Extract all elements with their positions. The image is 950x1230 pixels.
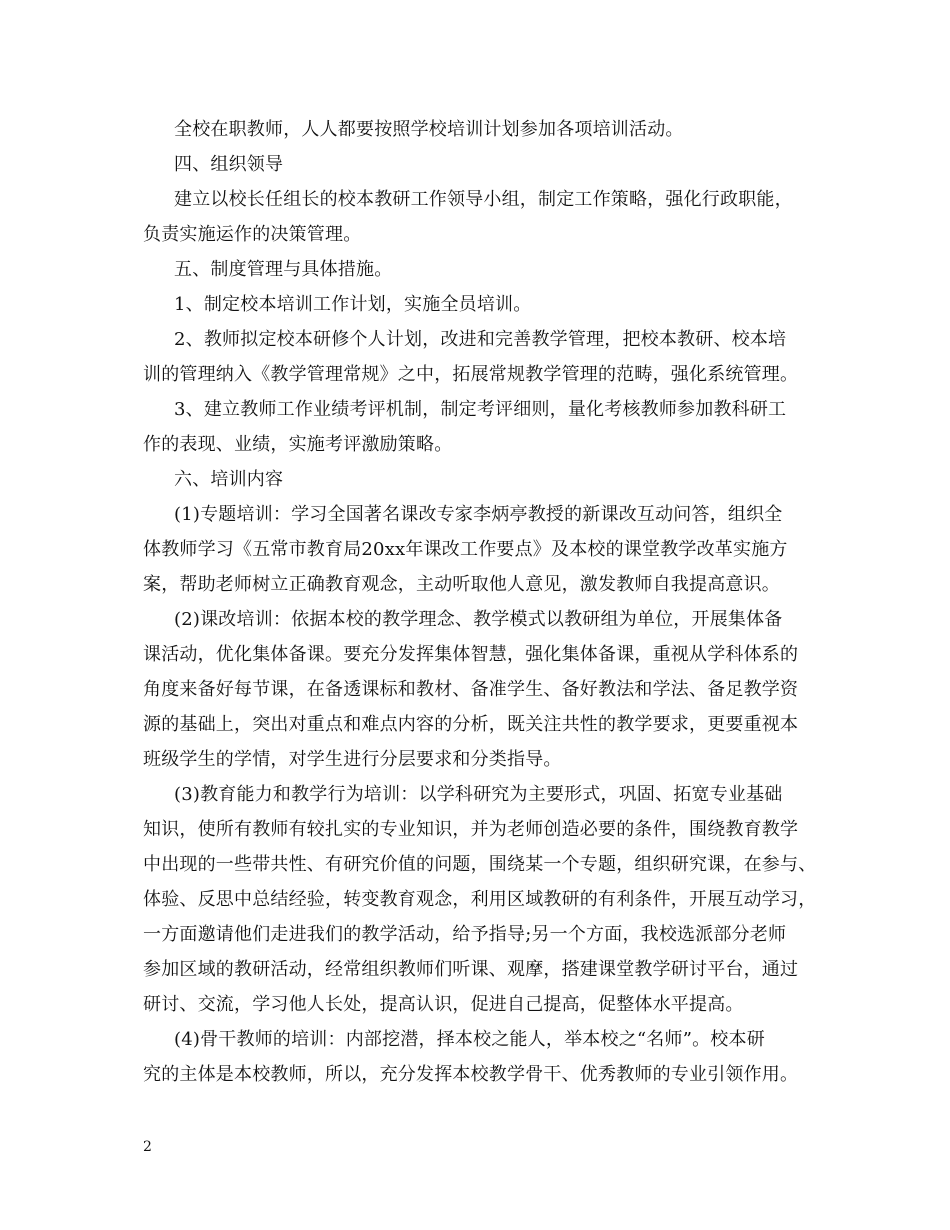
paragraph-line: 2、教师拟定校本研修个人计划，改进和完善教学管理，把校本教研、校本培: [174, 329, 787, 350]
paragraph: [143, 392, 823, 462]
paragraph-line: (1)专题培训：学习全国著名课改专家李炳亭教授的新课改互动问答，组织全: [174, 504, 783, 525]
paragraph: [143, 322, 823, 392]
paragraph-line: 源的基础上，突出对重点和难点内容的分析，既关注共性的教学要求，更要重视本: [143, 714, 799, 735]
paragraph-line: 中出现的一些带共性、有研究价值的问题，围绕某一个专题，组织研究课，在参与、: [143, 854, 817, 875]
paragraph: [143, 497, 823, 602]
paragraph-line: 角度来备好每节课，在备透课标和教材、备准学生、备好教法和学法、备足教学资: [143, 679, 799, 700]
paragraph: [143, 462, 823, 497]
paragraph-line: 研讨、交流，学习他人长处，提高认识，促进自己提高，促整体水平提高。: [143, 994, 744, 1015]
paragraph-line: (4)骨干教师的培训：内部挖潜，择本校之能人，举本校之“名师”。校本研: [174, 1029, 765, 1050]
paragraph-line: 一方面邀请他们走进我们的教学活动，给予指导;另一个方面，我校选派部分老师: [143, 924, 787, 945]
paragraph-line: 案，帮助老师树立正确教育观念，主动听取他人意见，激发教师自我提高意识。: [143, 574, 780, 595]
paragraph-line: 六、培训内容: [174, 469, 284, 490]
paragraph-line: 训的管理纳入《教学管理常规》之中，拓展常规教学管理的范畴，强化系统管理。: [143, 364, 799, 385]
paragraph-line: 课活动，优化集体备课。要充分发挥集体智慧，强化集体备课，重视从学科体系的: [143, 644, 799, 665]
paragraph-line: (2)课改培训：依据本校的教学理念、教学模式以教研组为单位，开展集体备: [174, 609, 783, 630]
paragraph-line: 作的表现、业绩，实施考评激励策略。: [143, 434, 453, 455]
document-body: [143, 112, 823, 1092]
paragraph-line: 参加区域的教研活动，经常组织教师们听课、观摩，搭建课堂教学研讨平台，通过: [143, 959, 799, 980]
paragraph-line: 体验、反思中总结经验，转变教育观念，利用区域教研的有利条件，开展互动学习，: [143, 889, 817, 910]
paragraph: [143, 777, 823, 1022]
paragraph-line: 体教师学习《五常市教育局20xx年课改工作要点》及本校的课堂教学改革实施方: [143, 539, 788, 560]
paragraph-line: 五、制度管理与具体措施。: [174, 259, 393, 280]
paragraph: [143, 602, 823, 777]
paragraph-line: 四、组织领导: [174, 154, 284, 175]
paragraph-line: 1、制定校本培训工作计划，实施全员培训。: [174, 294, 532, 315]
paragraph-line: 3、建立教师工作业绩考评机制，制定考评细则，量化考核教师参加教科研工: [174, 399, 787, 420]
paragraph: [143, 1022, 823, 1092]
paragraph: [143, 112, 823, 147]
paragraph: [143, 147, 823, 182]
paragraph-line: 班级学生的学情，对学生进行分层要求和分类指导。: [143, 749, 562, 770]
paragraph: [143, 252, 823, 287]
page-number: 2: [143, 1139, 152, 1155]
paragraph: [143, 182, 823, 252]
paragraph-line: (3)教育能力和教学行为培训：以学科研究为主要形式，巩固、拓宽专业基础: [174, 784, 783, 805]
paragraph-line: 建立以校长任组长的校本教研工作领导小组，制定工作策略，强化行政职能，: [174, 189, 793, 210]
paragraph-line: 全校在职教师，人人都要按照学校培训计划参加各项培训活动。: [174, 119, 684, 140]
paragraph-line: 究的主体是本校教师，所以，充分发挥本校教学骨干、优秀教师的专业引领作用。: [143, 1064, 799, 1085]
paragraph: [143, 287, 823, 322]
paragraph-line: 知识，使所有教师有较扎实的专业知识，并为老师创造必要的条件，围绕教育教学: [143, 819, 799, 840]
paragraph-line: 负责实施运作的决策管理。: [143, 224, 362, 245]
